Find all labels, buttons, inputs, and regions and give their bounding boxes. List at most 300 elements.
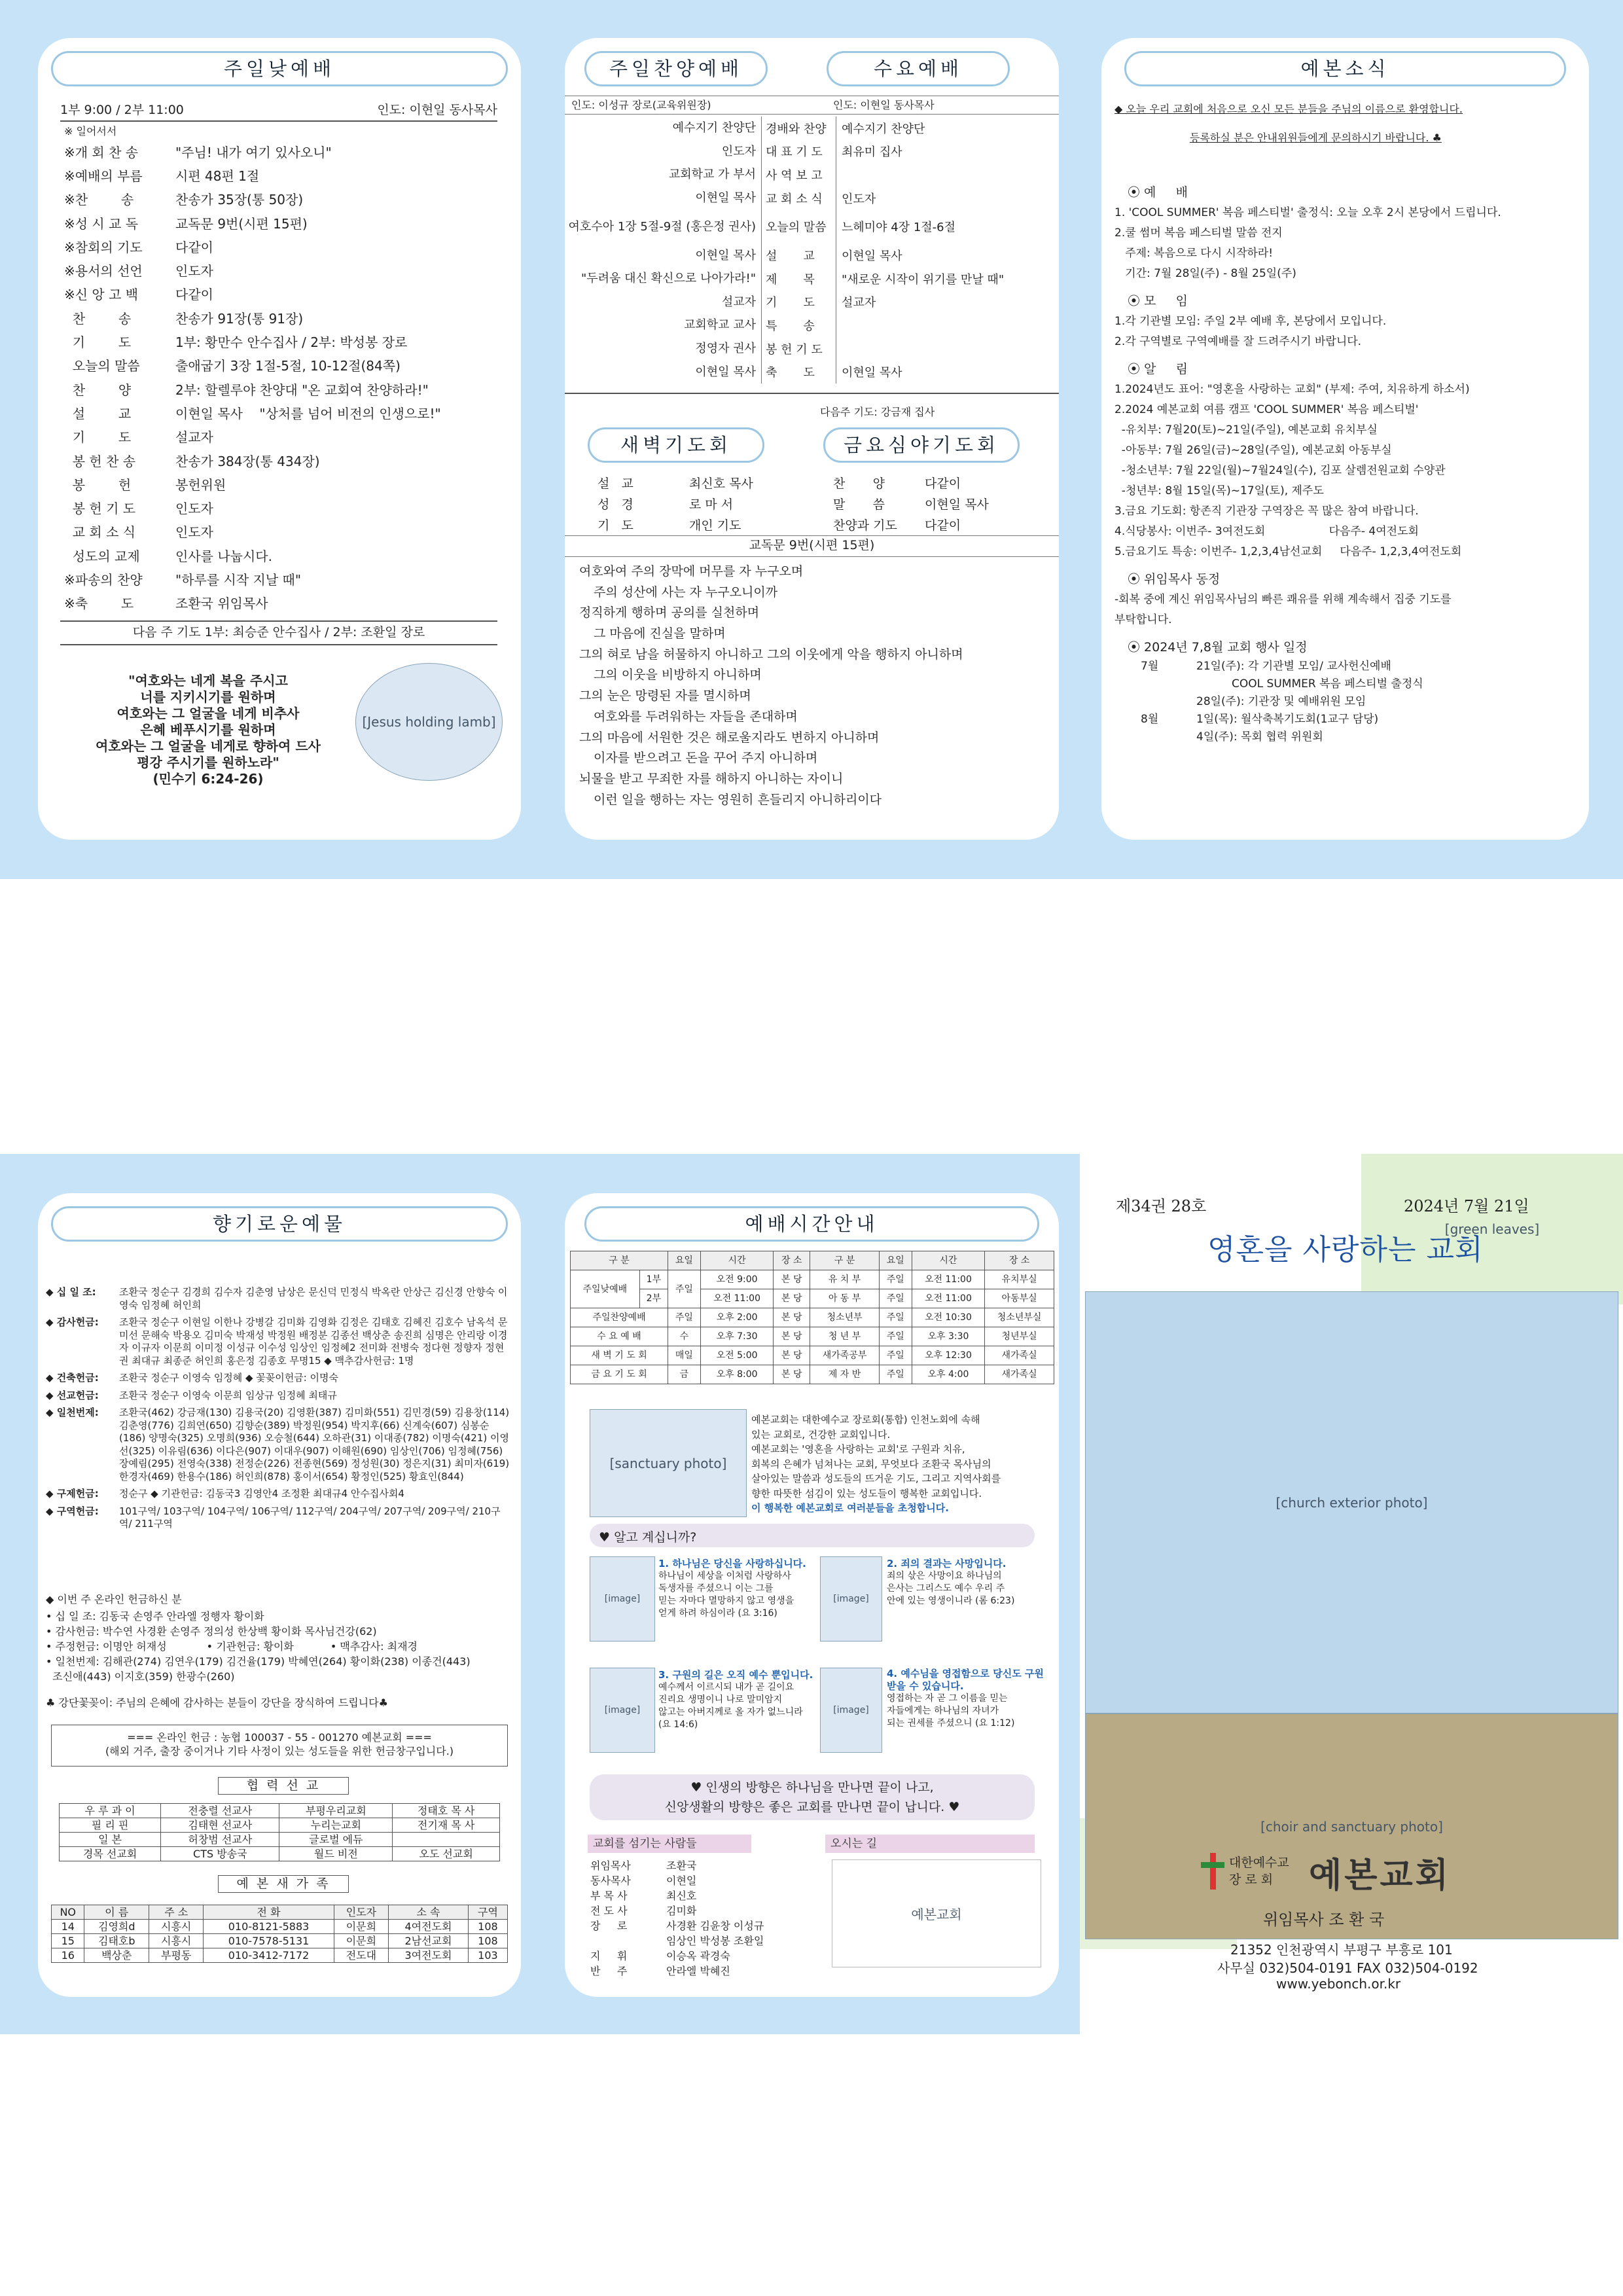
schedule-header-cell: 장 소 bbox=[774, 1251, 810, 1270]
news-item: 1.각 기관별 모임: 주일 2부 예배 후, 본당에서 모입니다. bbox=[1115, 315, 1387, 328]
mission-cell: 전기재 목 사 bbox=[393, 1818, 500, 1833]
praise-row bbox=[565, 209, 1059, 243]
schedule-cell: 오전 10:30 bbox=[912, 1308, 985, 1327]
divider bbox=[60, 644, 497, 645]
praise-label: 대 표 기 도 bbox=[761, 140, 836, 164]
staff-role: 장 로 bbox=[590, 1920, 628, 1932]
order-of-service bbox=[64, 141, 496, 616]
staff-list bbox=[588, 1857, 823, 1978]
offering-kind: ◆ 십 일 조: bbox=[46, 1286, 96, 1298]
service-item-value: 설교자 bbox=[175, 429, 213, 446]
staff-role: 반 주 bbox=[590, 1965, 628, 1977]
psalm-reading bbox=[579, 562, 1050, 810]
wednesday-value: 인도자 bbox=[842, 192, 876, 206]
service-item-label: 성도의 교제 bbox=[64, 548, 140, 564]
panel-worship-schedule bbox=[565, 1193, 1059, 1997]
staff-row bbox=[588, 1888, 823, 1903]
family-cell: 16 bbox=[52, 1948, 84, 1963]
church-motto: 영혼을 사랑하는 교회 bbox=[1207, 1233, 1484, 1266]
service-item-label: 오늘의 말씀 bbox=[64, 358, 140, 374]
news-item: 2.쿨 썸머 복음 페스티벌 말씀 전지 bbox=[1115, 226, 1283, 240]
know-2-text bbox=[887, 1570, 1047, 1607]
service-item-value: 다같이 bbox=[175, 287, 213, 303]
friday-label: 말 씀 bbox=[833, 497, 885, 512]
psalm-line: 그의 마음에 서원한 것은 해로울지라도 변하지 아니하며 bbox=[579, 730, 880, 745]
service-item bbox=[64, 545, 496, 568]
know-1 bbox=[658, 1556, 806, 1620]
offering-names: 정순구 ◆ 기관헌금: 김동국3 김영안4 조정환 최대규4 안수집사회4 bbox=[119, 1488, 404, 1499]
schedule-cell: 새가족실 bbox=[985, 1365, 1054, 1384]
schedule-cell: 본 당 bbox=[774, 1270, 810, 1289]
family-header-cell: NO bbox=[52, 1905, 84, 1920]
service-item bbox=[64, 141, 496, 164]
family-header bbox=[52, 1905, 508, 1920]
friday-value: 다같이 bbox=[925, 476, 961, 491]
panel-news bbox=[1101, 38, 1589, 840]
family-cell: 15 bbox=[52, 1934, 84, 1948]
service-item bbox=[64, 473, 496, 497]
praise-label: 오늘의 말씀 bbox=[761, 209, 836, 243]
news-item: 2.각 구역별로 구역예배를 잘 드려주시기 바랍니다. bbox=[1115, 335, 1362, 348]
service-item-label: ※파송의 찬양 bbox=[64, 571, 143, 588]
standing-note: ※ 일어서서 bbox=[64, 125, 117, 137]
schedule-cell: 본 당 bbox=[774, 1308, 810, 1327]
schedule-cell: 아동부실 bbox=[985, 1289, 1054, 1308]
friday-label: 찬양과 기도 bbox=[833, 518, 897, 533]
schedule-row bbox=[571, 1289, 1054, 1308]
service-item-value: 2부: 할렐루야 찬양대 "온 교회여 찬양하라!" bbox=[175, 382, 429, 398]
staff-name: 안라엘 박혜진 bbox=[666, 1965, 730, 1977]
schedule-cell: 오후 2:00 bbox=[700, 1308, 774, 1327]
praise-label: 교 회 소 식 bbox=[761, 187, 836, 210]
wednesday-value: 예수지기 찬양단 bbox=[842, 122, 925, 136]
schedule-cell: 주일 bbox=[879, 1308, 912, 1327]
staff-row bbox=[588, 1857, 823, 1873]
offering-kind: ◆ 감사헌금: bbox=[46, 1316, 99, 1328]
offering-names: 조환국(462) 강금재(130) 김용국(20) 김영환(387) 김미화(551) 김민경(59) 김용창(114) 김춘영(776) 김희연(650) 김향순(389) 박정원(954) 박지후(66) 신계숙(607) 심봉순(186) 양명숙(325) 오명희(936) 오승철(644) 오하관(31) 이대종(782) 이명숙(421) 이영선(325) 이유림(636) 이다은(907) 이대우(907) 이해원(690) 임상인(706) 임정혜(756) 장예림(295) 전영숙(338) 전정순(226) 전종현(569) 정성원(30) 정은지(31) 최미자(619) 한경자(469) 한용수(186) 허인희(878) 홍이서(654) 황정인(525) 황효인(844) bbox=[119, 1407, 510, 1482]
psalm-line: 여호와여 주의 장막에 머무를 자 누구오며 bbox=[579, 564, 804, 579]
praise-row bbox=[565, 314, 1059, 337]
online-row: • 일천번제: 김해관(274) 김연우(179) 김건율(179) 박혜연(264) 황이화(238) 이종건(443) bbox=[46, 1655, 471, 1668]
dawn-row bbox=[597, 515, 787, 536]
event-detail: 21일(주): 각 기관별 모임/ 교사헌신예배 bbox=[1196, 660, 1391, 673]
schedule-cell: 오전 11:00 bbox=[700, 1289, 774, 1308]
service-item bbox=[64, 188, 496, 212]
account-number: === 온라인 헌금 : 농협 100037 - 55 - 001270 예본교회 === bbox=[127, 1731, 432, 1744]
service-item-label: ※신 앙 고 백 bbox=[64, 287, 139, 303]
church-website[interactable]: www.yebonch.or.kr bbox=[1276, 1976, 1401, 1992]
news-section-heading: ⦿ 예 배 bbox=[1128, 185, 1188, 200]
friday-row bbox=[833, 515, 1023, 536]
mission-cell: CTS 방송국 bbox=[161, 1847, 279, 1861]
service-item-label: 설 교 bbox=[64, 405, 132, 422]
news-item: 2.2024 예본교회 여름 캠프 'COOL SUMMER' 복음 페스티벌' bbox=[1115, 403, 1419, 416]
intro-line: 회복의 은혜가 넘쳐나는 교회, 무엇보다 조환국 목사님의 bbox=[751, 1458, 991, 1470]
know-line: 하나님이 세상을 이처럼 사랑하사 bbox=[658, 1571, 791, 1581]
praise-row bbox=[565, 117, 1059, 140]
bulletin-date: 2024년 7월 21일 bbox=[1404, 1197, 1529, 1215]
schedule-cell: 오후 8:00 bbox=[700, 1365, 774, 1384]
know-line: 영접하는 자 곧 그 이름을 믿는 bbox=[887, 1693, 1008, 1704]
praise-who: 예수지기 찬양단 bbox=[672, 121, 756, 135]
panel-title-wednesday: 수요예배 bbox=[827, 51, 1010, 86]
green-leaves-decoration: [green leaves] bbox=[1361, 1154, 1623, 1304]
staff-name: 조환국 bbox=[666, 1859, 697, 1872]
family-cell: 010-8121-5883 bbox=[204, 1920, 334, 1934]
family-row bbox=[52, 1948, 508, 1963]
psalm-line: 주의 성산에 사는 자 누구오니이까 bbox=[594, 584, 778, 600]
news-item: 주제: 복음으로 다시 시작하라! bbox=[1115, 247, 1274, 260]
schedule-cell: 금 bbox=[668, 1365, 701, 1384]
offering-row bbox=[46, 1407, 513, 1483]
praise-who: 여호수아 1장 5절-9절 (홍은정 권사) bbox=[568, 219, 756, 234]
dawn-label: 기 도 bbox=[597, 518, 633, 533]
friday-label: 찬 양 bbox=[833, 476, 885, 491]
friday-prayer bbox=[833, 473, 1023, 536]
family-cell: 부평동 bbox=[149, 1948, 204, 1963]
psalm-line: 이자를 받으려고 돈을 꾸어 주지 아니하며 bbox=[594, 751, 818, 766]
service-item-value: 출애굽기 3장 1절-5절, 10-12절(84쪽) bbox=[175, 358, 401, 374]
praise-who: "두려움 대신 확신으로 나아가라!" bbox=[581, 272, 756, 286]
staff-row bbox=[588, 1933, 823, 1948]
family-row bbox=[52, 1920, 508, 1934]
service-item-label: ※예배의 부름 bbox=[64, 168, 143, 184]
event-row bbox=[1115, 675, 1579, 693]
praise-label: 사 역 보 고 bbox=[761, 163, 836, 187]
verse-line: 평강 주시기를 원하노라" bbox=[137, 755, 279, 770]
schedule-cell: 오전 5:00 bbox=[700, 1346, 774, 1365]
mission-cell: 전충렬 선교사 bbox=[161, 1804, 279, 1818]
wednesday-value: "새로운 시작이 위기를 만날 때" bbox=[842, 272, 1005, 287]
schedule-cell: 오후 3:30 bbox=[912, 1327, 985, 1346]
praise-row bbox=[565, 140, 1059, 164]
know-2-heading: 2. 죄의 결과는 사망입니다. bbox=[887, 1558, 1007, 1570]
schedule-cell: 주일 bbox=[668, 1270, 701, 1308]
praise-row bbox=[565, 337, 1059, 361]
schedule-cell: 청소년부 bbox=[810, 1308, 880, 1327]
know-4-text bbox=[887, 1693, 1050, 1730]
service-item-label: 찬 양 bbox=[64, 382, 132, 398]
event-detail: 4일(주): 목회 협력 위원회 bbox=[1196, 730, 1323, 744]
news-section-heading: ⦿ 모 임 bbox=[1128, 294, 1188, 308]
schedule-cell: 새가족공부 bbox=[810, 1346, 880, 1365]
schedule-header-cell: 구 분 bbox=[571, 1251, 668, 1270]
psalm-title: 교독문 9번(시편 15편) bbox=[749, 538, 875, 552]
family-header-cell: 구역 bbox=[468, 1905, 507, 1920]
service-item bbox=[64, 521, 496, 545]
news-item: -아동부: 7월 26일(금)~28일(주일), 예본교회 아동부실 bbox=[1115, 444, 1392, 457]
jesus-shepherd-image: [Jesus holding lamb] bbox=[355, 663, 503, 781]
family-cell: 이문희 bbox=[334, 1920, 388, 1934]
family-cell: 이문희 bbox=[334, 1934, 388, 1948]
online-row: • 감사헌금: 박수연 사경환 손영주 정의성 한상백 황이화 목사님건강(62) bbox=[46, 1625, 377, 1638]
church-building-photo: [church exterior photo] bbox=[1085, 1291, 1618, 1713]
service-item-label: 봉 헌 bbox=[64, 476, 132, 493]
service-item bbox=[64, 331, 496, 354]
service-item bbox=[64, 568, 496, 592]
praise-label: 봉 헌 기 도 bbox=[761, 337, 836, 361]
staff-role: 부 목 사 bbox=[590, 1890, 628, 1902]
news-item: -유치부: 7월20(토)~21일(주일), 예본교회 유치부실 bbox=[1115, 423, 1378, 437]
panel-title: 예배시간안내 bbox=[584, 1206, 1039, 1242]
offering-names: 조환국 정순구 이영숙 이문희 임상규 임정혜 최태규 bbox=[119, 1389, 337, 1401]
schedule-cell: 주일 bbox=[879, 1365, 912, 1384]
schedule-table bbox=[570, 1251, 1054, 1384]
schedule-cell: 수 bbox=[668, 1327, 701, 1346]
family-header-cell: 인도자 bbox=[334, 1905, 388, 1920]
mission-cell: 필 리 핀 bbox=[60, 1818, 161, 1833]
online-row: • 주정헌금: 이명안 허재성 • 기관헌금: 황이화 • 맥추감사: 최재경 bbox=[46, 1640, 418, 1653]
service-item bbox=[64, 212, 496, 236]
service-item-label: 봉 헌 찬 송 bbox=[64, 453, 136, 469]
event-row bbox=[1115, 711, 1579, 728]
schedule-row bbox=[571, 1327, 1054, 1346]
offering-row bbox=[46, 1390, 513, 1403]
praise-who: 정영자 권사 bbox=[695, 342, 756, 356]
mission-row bbox=[60, 1833, 500, 1847]
verse-line: 너를 지키시기를 원하며 bbox=[140, 689, 276, 705]
schedule-header-cell: 구 분 bbox=[810, 1251, 880, 1270]
schedule-cell: 주일낮예배 bbox=[571, 1270, 640, 1308]
psalm-line: 이런 일을 행하는 자는 영원히 흔들리지 아니하리이다 bbox=[594, 792, 882, 807]
dawn-label: 설 교 bbox=[597, 476, 633, 491]
offering-row bbox=[46, 1488, 513, 1501]
event-detail: COOL SUMMER 복음 페스티벌 출정식 bbox=[1196, 677, 1423, 691]
divider bbox=[565, 393, 1059, 394]
staff-name: 이승옥 곽경숙 bbox=[666, 1950, 730, 1962]
family-cell: 010-3412-7172 bbox=[204, 1948, 334, 1963]
praise-who: 인도자 bbox=[721, 144, 756, 158]
schedule-header-cell: 시간 bbox=[912, 1251, 985, 1270]
senior-pastor: 위임목사 조 환 국 bbox=[1263, 1910, 1385, 1929]
leader-sunday: 인도: 이성규 장로(교육위원장) bbox=[571, 99, 711, 111]
service-item bbox=[64, 355, 496, 378]
news-item: -청소년부: 7월 22일(월)~7월24일(수), 김포 살렘전원교회 수양관 bbox=[1115, 464, 1446, 477]
schedule-header-cell: 요일 bbox=[668, 1251, 701, 1270]
service-item bbox=[64, 497, 496, 520]
dawn-row bbox=[597, 494, 787, 515]
divider bbox=[565, 556, 1059, 557]
staff-row bbox=[588, 1918, 823, 1933]
offering-names: 101구역/ 103구역/ 104구역/ 106구역/ 112구역/ 204구역/ 207구역/ 209구역/ 210구역/ 211구역 bbox=[119, 1505, 501, 1530]
event-detail: 28일(주): 기관장 및 예배위원 모임 bbox=[1196, 695, 1366, 708]
friday-row bbox=[833, 473, 1023, 494]
cross-sunset-image: [image] bbox=[820, 1556, 882, 1641]
mission-cell: 일 본 bbox=[60, 1833, 161, 1847]
schedule-row bbox=[571, 1270, 1054, 1289]
location-map bbox=[832, 1859, 1041, 1967]
offering-row bbox=[46, 1316, 513, 1367]
know-line: (요 14:6) bbox=[658, 1719, 698, 1730]
dawn-label: 성 경 bbox=[597, 497, 633, 512]
staff-role: 전 도 사 bbox=[590, 1905, 628, 1917]
event-row bbox=[1115, 658, 1579, 675]
event-month: 7월 bbox=[1141, 660, 1159, 673]
volume-number: 제34권 28호 bbox=[1116, 1197, 1207, 1215]
event-row bbox=[1115, 693, 1579, 711]
intro-line: 있는 교회로, 건강한 교회입니다. bbox=[751, 1428, 891, 1441]
news-item: 1.2024년도 표어: "영혼을 사랑하는 교회" (부제: 주여, 치유하게 하소서) bbox=[1115, 383, 1470, 396]
intro-line: 예본교회는 대한예수교 장로회(통합) 인천노회에 속해 bbox=[751, 1414, 980, 1426]
cover bbox=[1080, 1154, 1623, 2034]
service-item bbox=[64, 283, 496, 307]
praise-order bbox=[565, 117, 1059, 384]
know-1-text bbox=[658, 1570, 806, 1620]
service-item-value: 인도자 bbox=[175, 263, 213, 279]
staff-row bbox=[588, 1903, 823, 1918]
praise-who: 설교자 bbox=[721, 295, 756, 309]
know-line: 자들에게는 하나님의 자녀가 bbox=[887, 1706, 999, 1716]
news-section-heading: ⦿ 위임목사 동정 bbox=[1128, 572, 1221, 586]
panel-title: 예본소식 bbox=[1124, 51, 1566, 86]
offering-kind: ◆ 건축헌금: bbox=[46, 1372, 99, 1384]
welcome-line-1: ◆ 오늘 우리 교회에 처음으로 오신 모든 분들을 주님의 이름으로 환영합니다. bbox=[1115, 103, 1463, 115]
staff-name: 사경환 김윤창 이성규 bbox=[666, 1920, 764, 1932]
denomination-2: 장 로 회 bbox=[1229, 1873, 1274, 1887]
service-item-value: 인사를 나눕시다. bbox=[175, 548, 272, 564]
mission-cell bbox=[393, 1833, 500, 1847]
praise-row bbox=[565, 291, 1059, 314]
psalm-line: 그 마음에 진실을 말하며 bbox=[594, 626, 726, 641]
schedule-cell: 제 자 반 bbox=[810, 1365, 880, 1384]
service-item bbox=[64, 402, 496, 425]
bible-image: [image] bbox=[590, 1668, 655, 1753]
service-times: 1부 9:00 / 2부 11:00 bbox=[60, 103, 184, 117]
offering-names: 조환국 정순구 김경희 김수자 김춘영 남상은 문신덕 민정식 박옥란 안상근 김신경 안향숙 이영숙 임정혜 허인희 bbox=[119, 1286, 508, 1311]
schedule-cell: 오후 4:00 bbox=[912, 1365, 985, 1384]
staff-row bbox=[588, 1963, 823, 1978]
service-item bbox=[64, 236, 496, 259]
praise-who: 이현일 목사 bbox=[695, 365, 756, 379]
schedule-row bbox=[571, 1308, 1054, 1327]
event-row bbox=[1115, 728, 1579, 746]
event-detail: 1일(목): 월삭축복기도회(1교구 담당) bbox=[1196, 713, 1379, 726]
service-item bbox=[64, 259, 496, 283]
service-item-label: ※축 도 bbox=[64, 596, 134, 612]
service-item-label: 찬 송 bbox=[64, 310, 132, 327]
service-item-value: "하루를 시작 지날 때" bbox=[175, 571, 302, 588]
verse-line: "여호와는 네게 복을 주시고 bbox=[128, 673, 288, 689]
event-month: 8월 bbox=[1141, 713, 1159, 726]
staff-name: 최신호 bbox=[666, 1890, 697, 1902]
schedule-cell: 청년부실 bbox=[985, 1327, 1054, 1346]
staff-row bbox=[588, 1873, 823, 1888]
service-item-value: 찬송가 384장(통 434장) bbox=[175, 453, 320, 469]
praise-label: 특 송 bbox=[761, 314, 836, 337]
church-address: 21352 인천광역시 부평구 부흥로 101 bbox=[1230, 1942, 1453, 1958]
praise-who: 이현일 목사 bbox=[695, 248, 756, 262]
staff-role: 지 휘 bbox=[590, 1950, 628, 1962]
staff-name: 김미화 bbox=[666, 1905, 697, 1917]
staff-name: 이현일 bbox=[666, 1874, 697, 1887]
family-header-cell: 이 름 bbox=[84, 1905, 149, 1920]
service-item-label: ※용서의 선언 bbox=[64, 263, 143, 279]
offering-row bbox=[46, 1505, 513, 1531]
panel-title-dawn: 새벽기도회 bbox=[588, 427, 764, 463]
mission-cell: 오도 선교회 bbox=[393, 1847, 500, 1861]
service-item-value: 이현일 목사 "상처를 넘어 비전의 인생으로!" bbox=[175, 405, 441, 422]
praise-who: 교회학교 교사 bbox=[683, 318, 756, 332]
mission-cell: 경목 선교회 bbox=[60, 1847, 161, 1861]
schedule-cell: 주일 bbox=[668, 1308, 701, 1327]
panel-offerings bbox=[38, 1193, 521, 1997]
service-item-label: ※성 시 교 독 bbox=[64, 215, 139, 232]
schedule-cell: 아 동 부 bbox=[810, 1289, 880, 1308]
schedule-cell: 매일 bbox=[668, 1346, 701, 1365]
family-title: 예 본 새 가 족 bbox=[218, 1875, 349, 1893]
know-line: 않고는 아버지께로 올 자가 없느니라 bbox=[658, 1707, 803, 1717]
family-cell: 시흥시 bbox=[149, 1920, 204, 1934]
service-item-label: 기 도 bbox=[64, 334, 132, 351]
wednesday-value: 느헤미야 4장 1절-6절 bbox=[842, 221, 956, 235]
panel-sunday-worship bbox=[38, 38, 521, 840]
offering-kind: ◆ 구역헌금: bbox=[46, 1505, 99, 1517]
online-row: • 십 일 조: 김동국 손영주 안라엘 정행자 황이화 bbox=[46, 1610, 264, 1623]
intro-line: 향한 따뜻한 섬김이 있는 성도들이 행복한 교회입니다. bbox=[751, 1487, 982, 1499]
mission-title: 협 력 선 교 bbox=[218, 1777, 349, 1795]
know-line: 안에 있는 영생이니라 (롬 6:23) bbox=[887, 1596, 1015, 1606]
friday-row bbox=[833, 494, 1023, 515]
schedule-cell: 본 당 bbox=[774, 1289, 810, 1308]
family-cell: 103 bbox=[468, 1948, 507, 1963]
offering-kind: ◆ 일천번제: bbox=[46, 1407, 99, 1418]
mission-cell: 정태호 목 사 bbox=[393, 1804, 500, 1818]
news-item: 5.금요기도 특송: 이번주- 1,2,3,4남선교회 다음주- 1,2,3,4여전도회 bbox=[1115, 545, 1462, 558]
intro-line: 살아있는 말씀과 성도들의 뜨거운 기도, 그리고 지역사회를 bbox=[751, 1473, 1001, 1484]
divider bbox=[565, 114, 1059, 115]
schedule-header-cell: 요일 bbox=[879, 1251, 912, 1270]
jesus-lamb-image: [image] bbox=[590, 1556, 655, 1641]
service-item-value: 교독문 9번(시편 15편) bbox=[175, 215, 308, 232]
denomination-1: 대한예수교 bbox=[1229, 1856, 1289, 1870]
wednesday-value: 최유미 집사 bbox=[842, 145, 902, 160]
map-heading: 오시는 길 bbox=[825, 1835, 1035, 1853]
family-header-cell: 전 화 bbox=[204, 1905, 334, 1920]
service-item-value: 다같이 bbox=[175, 239, 213, 255]
family-cell: 108 bbox=[468, 1934, 507, 1948]
service-item bbox=[64, 426, 496, 450]
know-heading: ♥ 알고 계십니까? bbox=[599, 1530, 697, 1545]
schedule-cell: 주일 bbox=[879, 1327, 912, 1346]
know-line: 얻게 하려 하심이라 (요 3:16) bbox=[658, 1608, 777, 1619]
news-item: 기간: 7월 28일(주) - 8월 25일(주) bbox=[1115, 267, 1296, 280]
family-cell: 4여전도회 bbox=[389, 1920, 469, 1934]
praise-who: 교회학교 가 부서 bbox=[668, 168, 756, 182]
service-item bbox=[64, 307, 496, 331]
schedule-cell: 오전 11:00 bbox=[912, 1289, 985, 1308]
news-item: 4.식당봉사: 이번주- 3여전도회 다음주- 4여전도회 bbox=[1115, 525, 1419, 538]
family-header-cell: 소 속 bbox=[389, 1905, 469, 1920]
schedule-cell: 청소년부실 bbox=[985, 1308, 1054, 1327]
schedule-cell: 유치부실 bbox=[985, 1270, 1054, 1289]
staff-name: 임상인 박성봉 조환일 bbox=[666, 1935, 764, 1947]
panel-title-sunday-praise: 주일찬양예배 bbox=[584, 51, 768, 86]
praise-label: 축 도 bbox=[761, 360, 836, 384]
dawn-prayer bbox=[597, 473, 787, 536]
map-church-label: 예본교회 bbox=[911, 1907, 962, 1922]
divider bbox=[565, 535, 1059, 536]
schedule-cell: 유 치 부 bbox=[810, 1270, 880, 1289]
staff-heading: 교회를 섬기는 사람들 bbox=[588, 1835, 751, 1853]
praise-row bbox=[565, 360, 1059, 384]
service-item-value: 인도자 bbox=[175, 524, 213, 541]
staff-role: 위임목사 bbox=[590, 1859, 631, 1872]
praise-row bbox=[565, 187, 1059, 210]
psalm-line: 그의 이웃을 비방하지 아니하며 bbox=[594, 668, 762, 683]
family-cell: 백상춘 bbox=[84, 1948, 149, 1963]
family-cell: 전도대 bbox=[334, 1948, 388, 1963]
service-item-value: 시편 48편 1절 bbox=[175, 168, 260, 184]
